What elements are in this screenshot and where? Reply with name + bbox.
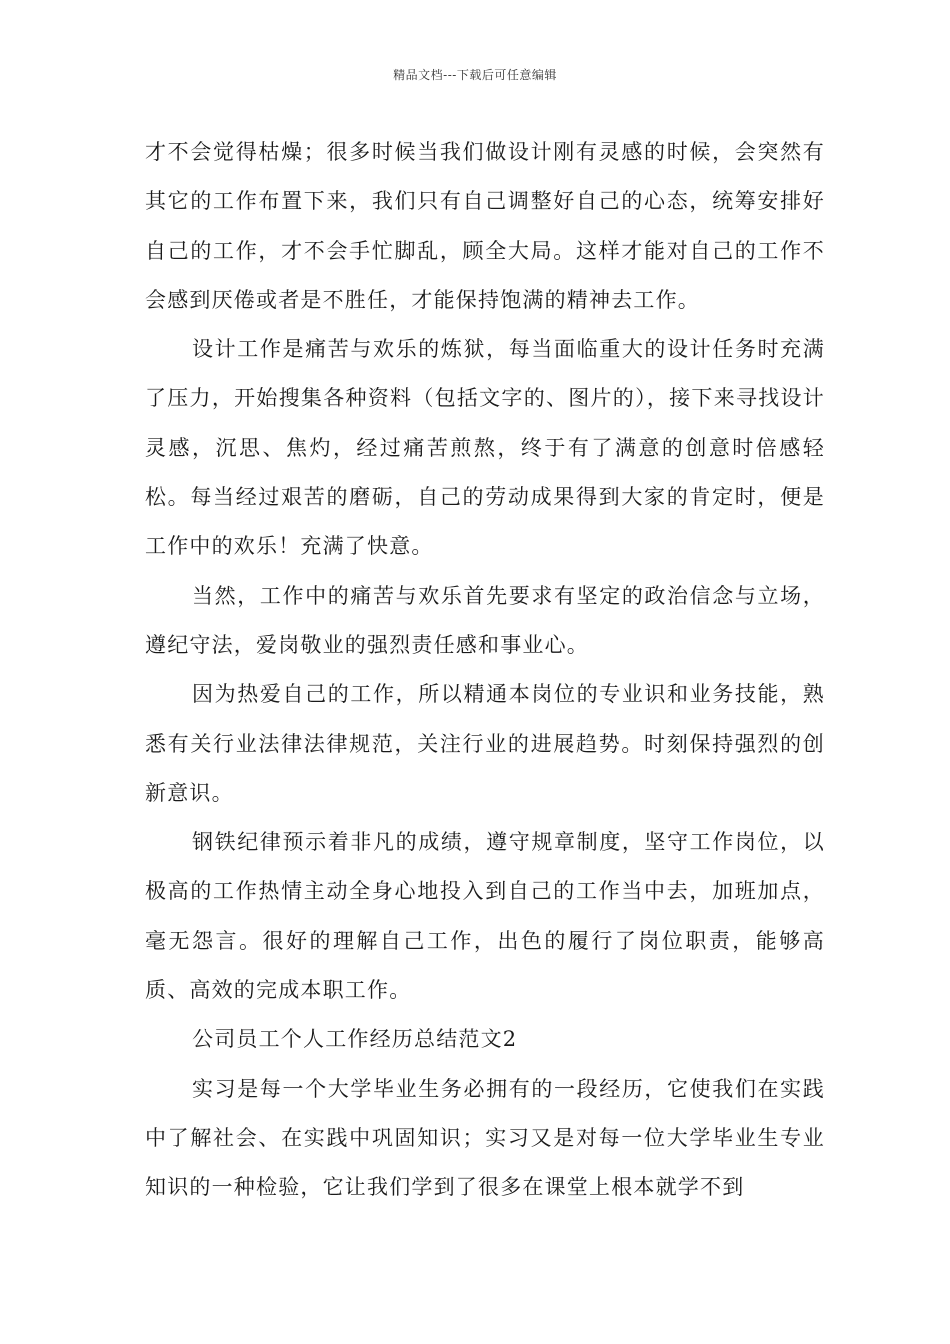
paragraph-discipline: 钢铁纪律预示着非凡的成绩，遵守规章制度，坚守工作岗位，以极高的工作热情主动全身心地投入到自己的工作当中去，加班加点，毫无怨言。很好的理解自己工作，出色的履行了岗位职责，能够高质、高效的完成本职工作。 <box>145 830 825 1003</box>
paragraph-continuation: 才不会觉得枯燥；很多时候当我们做设计刚有灵感的时候，会突然有其它的工作布置下来，我们只有自己调整好自己的心态，统筹安排好自己的工作，才不会手忙脚乱，顾全大局。这样才能对自己的工作不会感到厌倦或者是不胜任，才能保持饱满的精神去工作。 <box>145 140 825 312</box>
paragraph-professional-skills: 因为热爱自己的工作，所以精通本岗位的专业识和业务技能，熟悉有关行业法律法律规范，关注行业的进展趋势。时刻保持强烈的创新意识。 <box>145 682 825 805</box>
page-header: 精品文档---下载后可任意编辑 <box>393 68 557 82</box>
paragraph-design-work: 设计工作是痛苦与欢乐的炼狱，每当面临重大的设计任务时充满了压力，开始搜集各种资料（包括文字的、图片的），接下来寻找设计灵感，沉思、焦灼，经过痛苦煎熬，终于有了满意的创意时倍感轻松。每当经过艰苦的磨砺，自己的劳动成果得到大家的肯定时，便是工作中的欢乐！充满了快意。 <box>145 337 825 559</box>
paragraph-internship: 实习是每一个大学毕业生务必拥有的一段经历，它使我们在实践中了解社会、在实践中巩固知识；实习又是对每一位大学毕业生专业知识的一种检验，它让我们学到了很多在课堂上根本就学不到 <box>145 1076 825 1200</box>
paragraph-political-belief: 当然，工作中的痛苦与欢乐首先要求有坚定的政治信念与立场，遵纪守法，爱岗敬业的强烈责任感和事业心。 <box>145 583 825 657</box>
section-heading: 公司员工个人工作经历总结范文2 <box>192 1027 518 1052</box>
document-body <box>145 128 825 1213</box>
